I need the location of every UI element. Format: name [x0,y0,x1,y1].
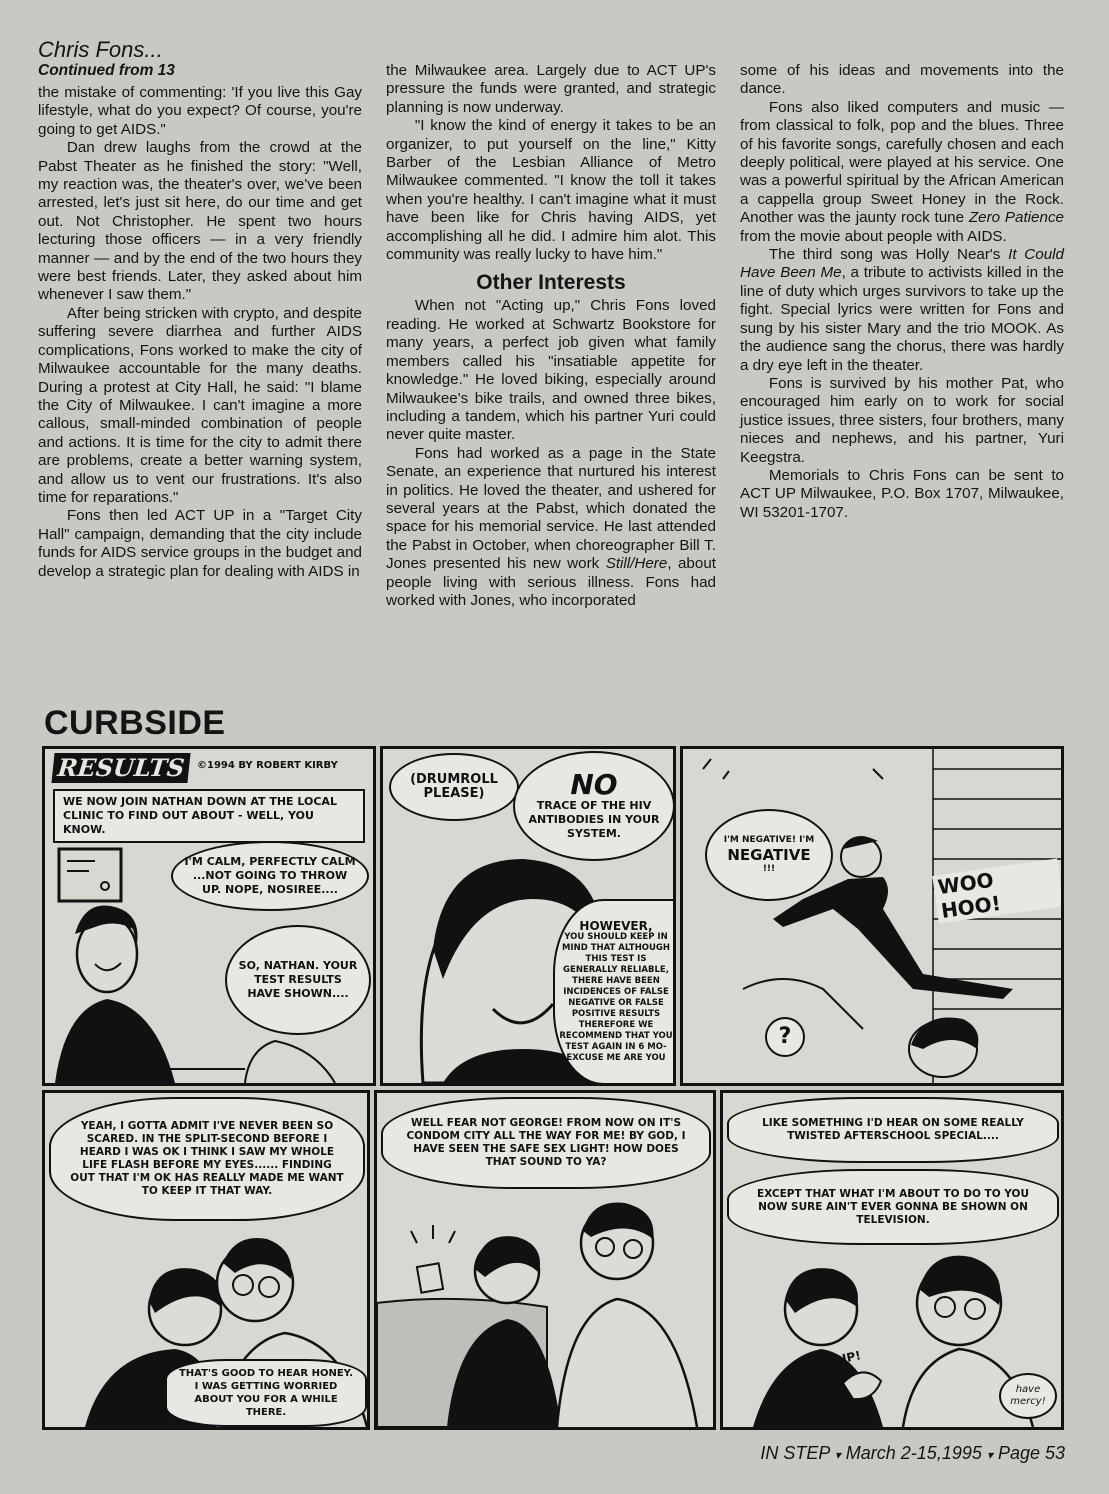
thought-bubble [705,809,833,901]
speech-bubble: THAT'S GOOD TO HEAR HONEY. I WAS GETTING WORRIED ABOUT YOU FOR A WHILE THERE. [165,1359,367,1427]
exclamation: WOO HOO! [932,858,1063,923]
speech-bubble: ? [765,1017,805,1057]
speech-bubble: have mercy! [999,1373,1057,1419]
paragraph: After being stricken with crypto, and despite suffering severe diarrhea and further AIDS complications, Fons worked to make the city of Milwaukee accountable for the many deaths. During a protest at City Hall, he said: "I blame the City of Milwaukee. I can't imagine a more callous, small-minded combination of people and actions. It is time for the city to admit there are problems, create a better warning system, and allow us to vent our frustrations. It's also time for reparations." [38,304,362,506]
bubble-text: !!! [762,864,776,874]
song-title: It Could Have Been Me [740,246,1064,282]
work-title: Still/Here [605,555,668,573]
continued-line: Continued from 13 [38,62,175,79]
separator-icon: ▾ [834,1448,841,1462]
bubble-text: I'M NEGATIVE! I'M [723,835,815,845]
paragraph: the Milwaukee area. Largely due to ACT UP's pressure the funds were granted, and strategic planning is now underway. [386,62,716,116]
speech-bubble: I'M CALM, PERFECTLY CALM ...NOT GOING TO THROW UP. NOPE, NOSIREE.... [171,841,369,911]
speech-bubble: (DRUMROLL PLEASE) [389,753,519,821]
separator-icon: ▾ [986,1448,993,1462]
comic-logo: RESULTS [51,753,190,783]
comic-panel-5 [374,1090,716,1430]
paragraph: When not "Acting up," Chris Fons loved reading. He worked at Schwartz Bookstore for many years, a perfect job given what family members called his "insatiable appetite for knowledge." He loved biking, especially around Milwaukee's bike trails, and owned three bikes, including a tandem, which his partner Yuri could never quite master. [386,297,716,444]
bubble-text: YOU SHOULD KEEP IN MIND THAT ALTHOUGH THIS TEST IS GENERALLY RELIABLE, THERE HAVE BEEN INCIDENCES OF FALSE NEGATIVE OR FALSE POSITIVE RESULTS THEREFORE WE RECOMMEND THAT YOU TEST AGAIN IN 6 MO- EXCUSE ME ARE YOU [559,931,673,1063]
comic-panel-3 [680,746,1064,1086]
article-column-2 [386,62,716,610]
speech-bubble: SO, NATHAN. YOUR TEST RESULTS HAVE SHOWN.... [225,925,371,1035]
paragraph: Fons had worked as a page in the State Senate, an experience that nurtured his interest in politics. He loved the theater, and ushered for several years at the Pabst, which donated the space for his memorial service. He last attended the Pabst in October, when choreographer Bill T. Jones presented his new work Still/Here, about people living with serious illness. Fons had worked with Jones, who incorporated [386,444,716,609]
article-title: Chris Fons... [38,37,163,62]
comic-panel-2 [380,746,676,1086]
sound-effect: RIP! [831,1348,863,1368]
speech-bubble: EXCEPT THAT WHAT I'M ABOUT TO DO TO YOU NOW SURE AIN'T EVER GONNA BE SHOWN ON TELEVISION. [727,1169,1059,1245]
emphasis-word: NO [570,768,618,801]
issue-date: March 2-15,1995 [845,1443,982,1463]
paragraph: Fons also liked computers and music — from classical to folk, pop and the blues. Three of his favorite songs, carefully chosen and each deeply political, were played at his service. One was a powerful spiritual by the African American a cappella group Sweet Honey in the Rock. Another was the jaunty rock tune Zero Patience from the movie about people with AIDS. [740,98,1064,245]
paragraph: Memorials to Chris Fons can be sent to ACT UP Milwaukee, P.O. Box 1707, Milwaukee, WI 53201-1707. [740,466,1064,521]
paragraph: some of his ideas and movements into the dance. [740,62,1064,98]
comic-panel-6 [720,1090,1064,1430]
speech-bubble [553,899,676,1085]
comic-panel-4 [42,1090,370,1430]
paragraph: Dan drew laughs from the crowd at the Pabst Theater as he finished the story: "Well, my reaction was, the theater's over, we've been arrested, let's just sit here, do our time and get out. Not Christopher. He spent two hours lecturing those officers — in a very friendly manner — and by the end of the two hours they were best friends. Later, they asked about him whenever I saw them." [38,139,362,304]
paragraph: Fons is survived by his mother Pat, who encouraged him early on to work for social justice issues, three sisters, four brothers, many nieces and nephews, and his partner, Yuri Keegstra. [740,374,1064,466]
emphasis-word: NEGATIVE [727,846,811,864]
page-number: Page 53 [997,1443,1065,1463]
paragraph: Fons then led ACT UP in a "Target City Hall" campaign, demanding that the city include funds for AIDS service groups in the budget and develop a strategic plan for dealing with AIDS in [38,507,362,580]
article-column-1 [38,38,362,581]
narration-caption: WE NOW JOIN NATHAN DOWN AT THE LOCAL CLINIC TO FIND OUT ABOUT - WELL, YOU KNOW. [53,789,365,843]
paragraph: the mistake of commenting: 'If you live this Gay lifestyle, what do you expect? Of course, you're going to get AIDS." [38,84,362,138]
subheading: Other Interests [476,271,626,295]
bubble-text: TRACE OF THE HIV ANTIBODIES IN YOUR SYSTEM. [528,799,660,840]
speech-bubble: LIKE SOMETHING I'D HEAR ON SOME REALLY TWISTED AFTERSCHOOL SPECIAL.... [727,1097,1059,1163]
paragraph: "I know the kind of energy it takes to be an organizer, to put yourself on the line," Kitty Barber of the Lesbian Alliance of Metro Milwaukee commented. "I know the toll it takes when you're healthy. I can't imagine what it must have been like for Chris having AIDS, yet accomplishing all he did. I admire him alot. This community was really lucky to have him." [386,117,716,264]
emphasis-word: HOWEVER, [579,918,653,933]
speech-bubble: YEAH, I GOTTA ADMIT I'VE NEVER BEEN SO SCARED. IN THE SPLIT-SECOND BEFORE I HEARD I WAS OK I THINK I SAW MY WHOLE LIFE FLASH BEFORE MY EYES...... FINDING OUT THAT I'M OK HAS REALLY MADE ME WANT TO KEEP IT THAT WAY. [49,1097,365,1221]
page-footer [760,1442,1065,1466]
speech-bubble [513,751,675,861]
article-column-3 [740,62,1064,522]
speech-bubble: WELL FEAR NOT GEORGE! FROM NOW ON IT'S CONDOM CITY ALL THE WAY FOR ME! BY GOD, I HAVE SEEN THE SAFE SEX LIGHT! HOW DOES THAT SOUND TO YA? [381,1097,711,1189]
comic-credit: ©1994 BY ROBERT KIRBY [197,760,338,771]
panel-3-drawing [683,749,1061,1083]
comic-panel-1 [42,746,376,1086]
publication-name: IN STEP [760,1443,830,1463]
paragraph: The third song was Holly Near's It Could Have Been Me, a tribute to activists killed in the line of duty which urges survivors to take up the fight. Special lyrics were written for Fons and sung by his sister Mary and the trio MOOK. As the audience sang the chorus, there was hardly a dry eye left in the theater. [740,246,1064,374]
film-title: Zero Patience [968,209,1064,227]
comic-heading: CURBSIDE [44,704,226,742]
